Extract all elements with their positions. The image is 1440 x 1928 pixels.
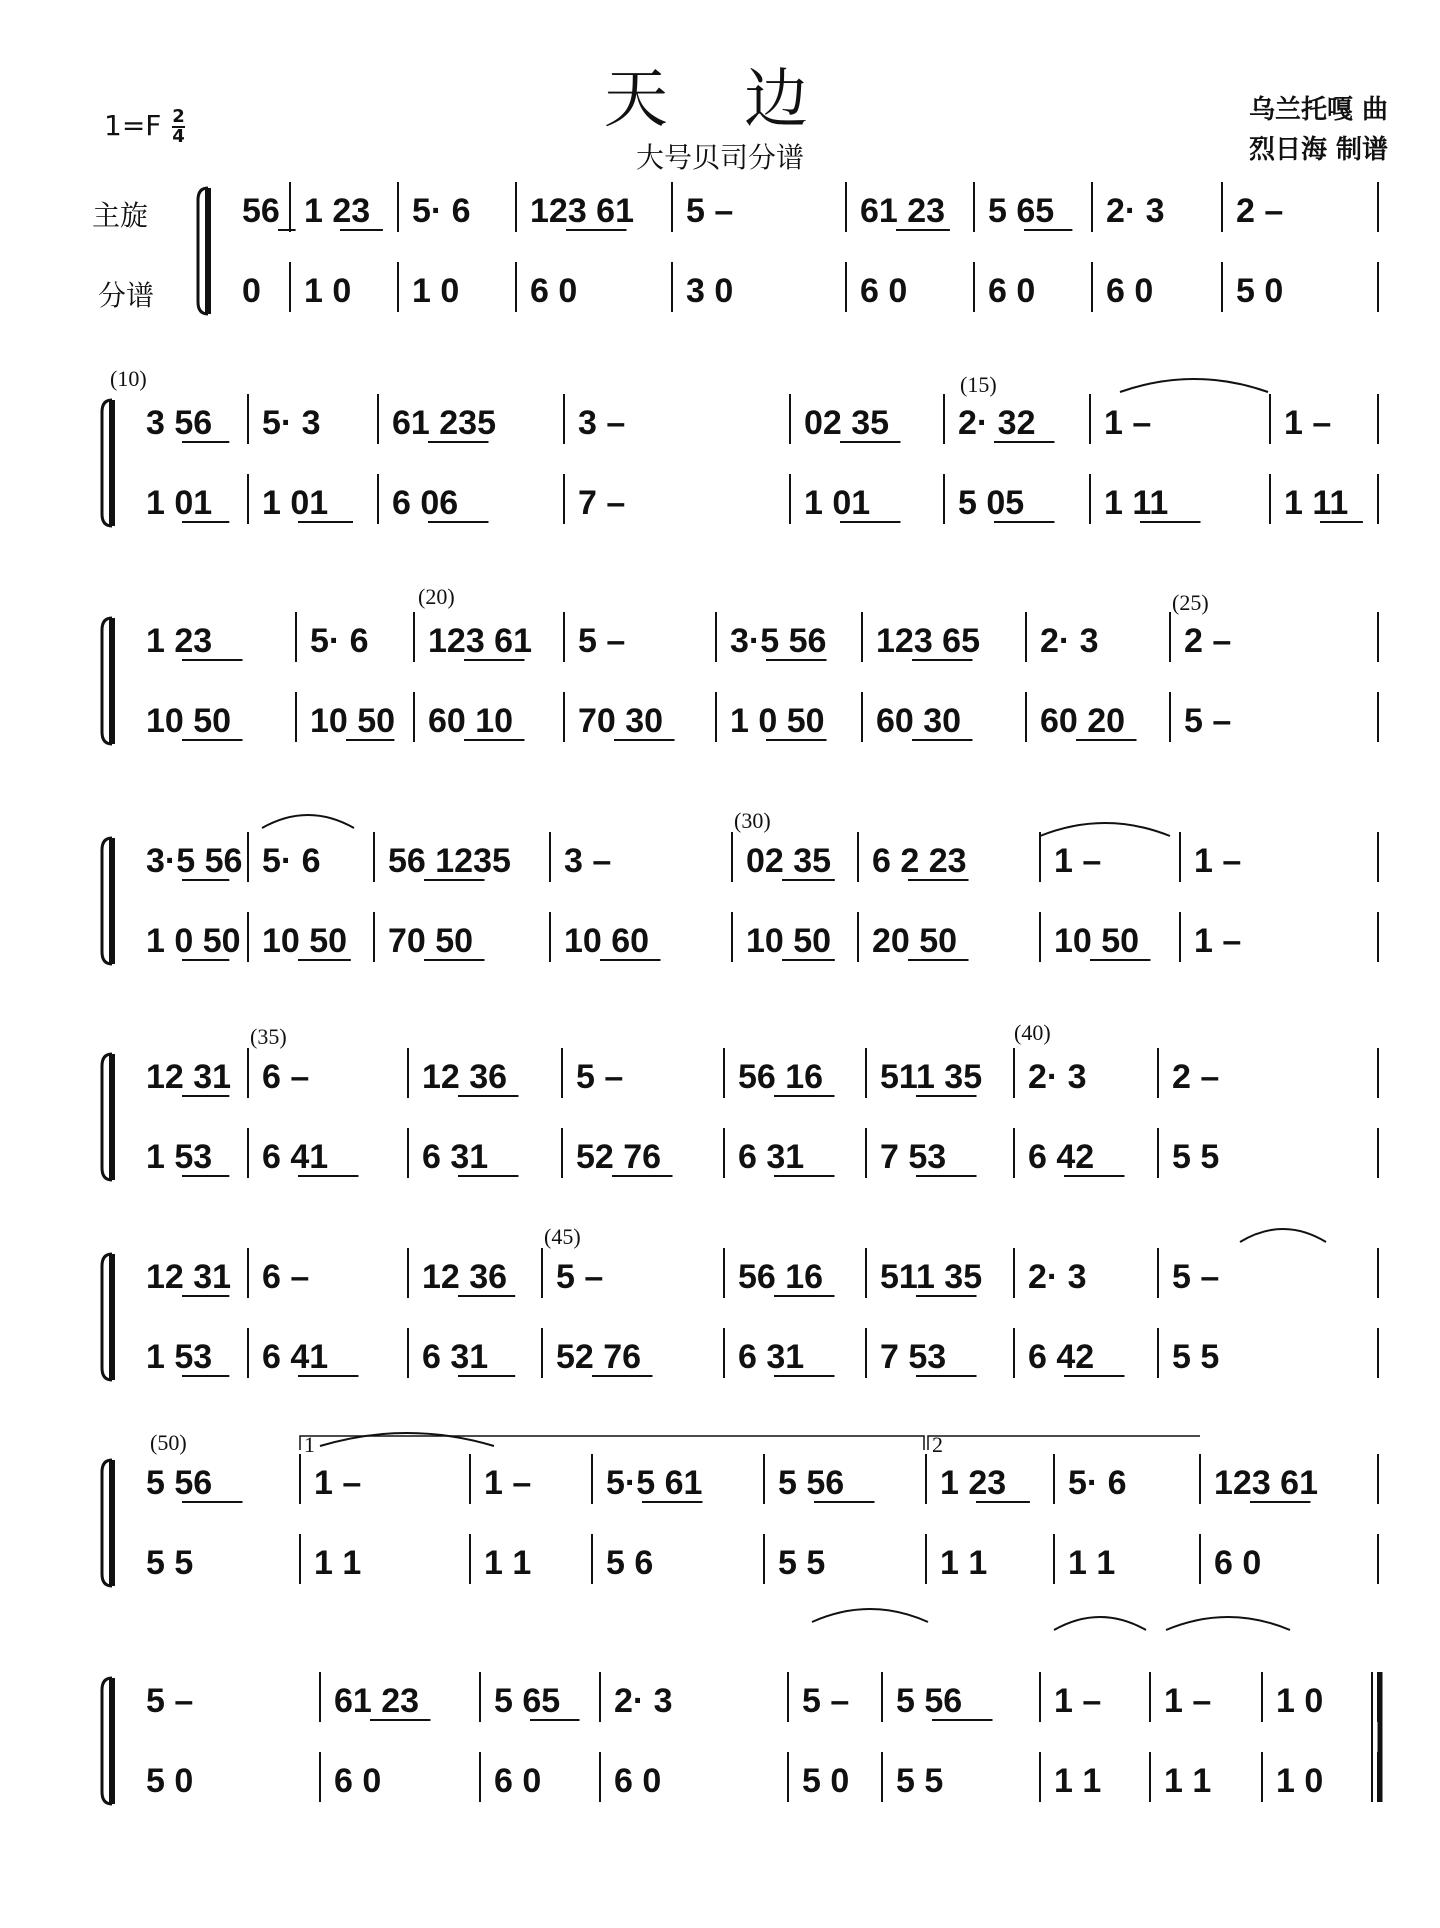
melody-measure: 123 61 [1214,1464,1318,1502]
melody-measure: 5·5 61 [606,1464,703,1502]
bass-measure: 5 5 [896,1762,944,1800]
melody-measure: 5 65 [494,1682,561,1720]
melody-measure: 2· 32 [958,404,1036,442]
bass-measure: 1 0 50 [146,922,241,960]
bass-measure: 1 0 [412,272,460,310]
melody-measure: 2· 3 [614,1682,673,1720]
melody-measure: 123 61 [428,622,532,660]
bass-measure: 10 60 [564,922,650,960]
volta-label-2: 2 [932,1432,943,1457]
bass-measure: 1 – [1194,922,1242,960]
melody-measure: 1 23 [940,1464,1007,1502]
melody-measure: 56 16 [738,1058,824,1096]
tie-slur [1166,1617,1290,1630]
song-title: 天 边 [603,63,837,137]
bass-measure: 0 [242,272,261,310]
melody-measure: 12 36 [422,1258,508,1296]
bass-measure: 6 31 [738,1138,805,1176]
bass-measure: 6 0 [1214,1544,1262,1582]
melody-measure: 511 35 [880,1058,983,1096]
time-signature-top: 2 [172,106,185,127]
tie-slur [1240,1229,1326,1242]
bass-measure: 10 50 [310,702,396,740]
bass-measure: 6 0 [334,1762,382,1800]
score-subtitle: 大号贝司分谱 [635,141,804,174]
bass-measure: 10 50 [1054,922,1140,960]
bass-measure: 6 41 [262,1138,329,1176]
melody-measure: 5· 3 [262,404,321,442]
bass-measure: 1 0 [304,272,352,310]
bass-measure: 6 42 [1028,1338,1095,1376]
bass-measure: 6 06 [392,484,459,522]
bass-measure: 3 0 [686,272,734,310]
bass-measure: 5 0 [1236,272,1284,310]
melody-measure: 61 235 [392,404,496,442]
melody-measure: 5· 6 [412,192,471,230]
melody-measure: 3 – [564,842,612,880]
bass-measure: 6 0 [614,1762,662,1800]
melody-measure: 6 2 23 [872,842,967,880]
melody-measure: 5 – [576,1058,624,1096]
melody-measure: 2 – [1184,622,1232,660]
melody-measure: 3 – [578,404,626,442]
melody-measure: 02 35 [804,404,890,442]
bass-measure: 10 50 [262,922,348,960]
melody-measure: 1 – [1194,842,1242,880]
volta-bracket-2 [928,1436,1200,1450]
measure-number: (30) [734,808,771,833]
tie-slur [1054,1617,1146,1630]
melody-measure: 5· 6 [262,842,321,880]
melody-measure: 5 65 [988,192,1055,230]
bass-measure: 1 1 [484,1544,532,1582]
melody-measure: 1 – [1284,404,1332,442]
bass-measure: 1 1 [940,1544,988,1582]
tie-slur [262,815,354,828]
bass-measure: 1 1 [1054,1762,1102,1800]
melody-measure: 1 23 [146,622,213,660]
melody-measure: 61 23 [334,1682,420,1720]
bass-measure: 5 5 [1172,1338,1220,1376]
melody-measure: 123 61 [530,192,634,230]
melody-measure: 5 – [146,1682,194,1720]
bass-measure: 1 01 [262,484,329,522]
melody-measure: 12 31 [146,1058,232,1096]
bass-measure: 1 53 [146,1138,213,1176]
measure-number: (15) [960,372,997,397]
bass-measure: 5 0 [802,1762,850,1800]
melody-measure: 1 0 [1276,1682,1324,1720]
bass-measure: 5 6 [606,1544,654,1582]
melody-measure: 1 – [1104,404,1152,442]
key-label: 1=F [104,109,162,142]
bass-measure: 5 05 [958,484,1025,522]
melody-measure: 5 – [1172,1258,1220,1296]
volta-label-1: 1 [304,1432,315,1457]
melody-measure: 1 – [1054,842,1102,880]
melody-measure: 6 – [262,1258,310,1296]
bass-measure: 10 50 [146,702,232,740]
tie-slur [1120,379,1268,392]
bass-measure: 1 53 [146,1338,213,1376]
melody-measure: 61 23 [860,192,946,230]
melody-measure: 6 – [262,1058,310,1096]
bass-measure: 1 11 [1284,484,1349,522]
bass-measure: 60 10 [428,702,514,740]
melody-measure: 5· 6 [1068,1464,1127,1502]
bass-measure: 5 5 [778,1544,826,1582]
bass-measure: 6 0 [494,1762,542,1800]
melody-measure: 2 – [1236,192,1284,230]
bass-measure: 52 76 [576,1138,662,1176]
melody-measure: 2 – [1172,1058,1220,1096]
bass-measure: 52 76 [556,1338,642,1376]
bass-measure: 6 0 [1106,272,1154,310]
bass-measure: 6 0 [988,272,1036,310]
bass-measure: 10 50 [746,922,832,960]
bass-measure: 6 41 [262,1338,329,1376]
melody-measure: 56 1235 [388,842,511,880]
melody-measure: 3·5 56 [730,622,827,660]
bass-measure: 6 31 [738,1338,805,1376]
bass-measure: 70 30 [578,702,664,740]
melody-measure: 1 – [1164,1682,1212,1720]
bass-measure: 6 42 [1028,1138,1095,1176]
bass-measure: 1 0 50 [730,702,825,740]
melody-measure: 02 35 [746,842,832,880]
bass-measure: 1 1 [1068,1544,1116,1582]
bass-measure: 7 53 [880,1138,947,1176]
bass-measure: 1 01 [146,484,213,522]
volta-bracket-1 [300,1436,924,1450]
measure-number: (35) [250,1024,287,1049]
part-label-bass: 分谱 [98,279,155,312]
bass-measure: 5 – [1184,702,1232,740]
bass-measure: 6 0 [860,272,908,310]
melody-measure: 5 – [686,192,734,230]
melody-measure: 5 56 [896,1682,963,1720]
melody-measure: 2· 3 [1040,622,1099,660]
bass-measure: 1 1 [1164,1762,1212,1800]
measure-number: (50) [150,1430,187,1455]
melody-measure: 5 – [802,1682,850,1720]
bass-measure: 5 5 [146,1544,194,1582]
melody-measure: 2· 3 [1106,192,1165,230]
tie-slur [812,1609,928,1622]
measure-number: (10) [110,366,147,391]
bass-measure: 20 50 [872,922,958,960]
part-label-melody: 主旋 [92,199,149,232]
measure-number: (20) [418,584,455,609]
melody-measure: 56 [242,192,280,230]
bass-measure: 70 50 [388,922,474,960]
melody-measure: 2· 3 [1028,1258,1087,1296]
melody-measure: 1 – [1054,1682,1102,1720]
melody-measure: 3 56 [146,404,213,442]
melody-measure: 5 56 [778,1464,845,1502]
bass-measure: 5 0 [146,1762,194,1800]
composer-credit: 乌兰托嘎 曲 [1248,95,1388,125]
melody-measure: 1 23 [304,192,371,230]
melody-measure: 5 – [578,622,626,660]
melody-measure: 56 16 [738,1258,824,1296]
melody-measure: 5· 6 [310,622,369,660]
melody-measure: 2· 3 [1028,1058,1087,1096]
bass-measure: 7 – [578,484,626,522]
arranger-credit: 烈日海 制谱 [1248,135,1388,165]
bass-measure: 60 20 [1040,702,1126,740]
bass-measure: 6 31 [422,1138,489,1176]
bass-measure: 6 31 [422,1338,489,1376]
measure-number: (25) [1172,590,1209,615]
tie-slur [1040,823,1170,836]
measure-number: (40) [1014,1020,1051,1045]
bass-measure: 5 5 [1172,1138,1220,1176]
melody-measure: 1 – [314,1464,362,1502]
melody-measure: 12 31 [146,1258,232,1296]
melody-measure: 1 – [484,1464,532,1502]
bass-measure: 1 01 [804,484,871,522]
tie-slur [320,1433,494,1446]
time-signature-bottom: 4 [172,126,185,147]
bass-measure: 6 0 [530,272,578,310]
melody-measure: 5 – [556,1258,604,1296]
melody-measure: 5 56 [146,1464,213,1502]
bass-measure: 1 0 [1276,1762,1324,1800]
melody-measure: 12 36 [422,1058,508,1096]
bass-measure: 1 11 [1104,484,1169,522]
melody-measure: 511 35 [880,1258,983,1296]
bass-measure: 7 53 [880,1338,947,1376]
melody-measure: 3·5 56 [146,842,243,880]
measure-number: (45) [544,1224,581,1249]
melody-measure: 123 65 [876,622,980,660]
bass-measure: 1 1 [314,1544,362,1582]
bass-measure: 60 30 [876,702,962,740]
